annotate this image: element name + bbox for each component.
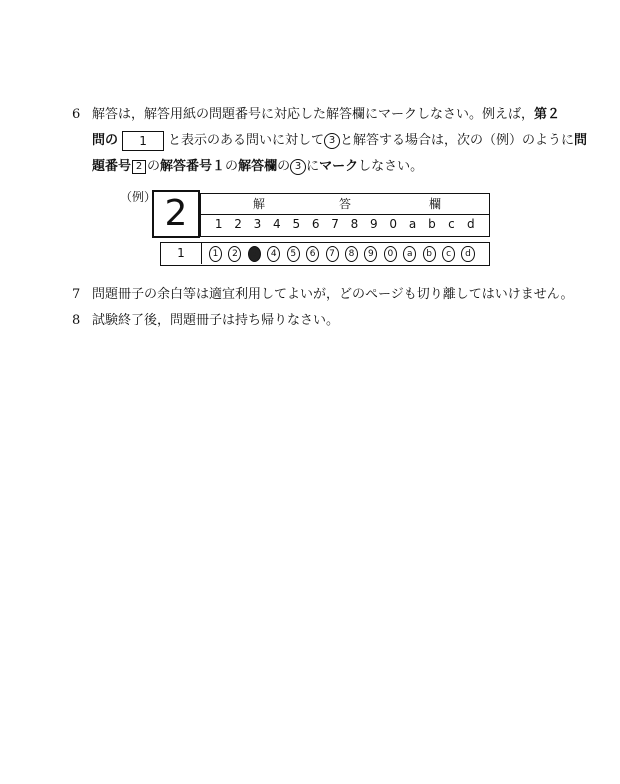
answer-row-number: 1 [161,243,202,264]
choice-label: 7 [331,217,339,231]
answer-bubble[interactable]: 5 [287,246,300,262]
item7-text: 問題冊子の余白等は適宜利用してよいが，どのページも切り離してはいけません。 [92,287,574,302]
answer-bubble[interactable]: a [403,246,416,262]
answer-bubble[interactable]: c [442,246,455,262]
item6-line2-bold: 問の [92,133,119,148]
answer-bubble[interactable]: 2 [228,246,241,262]
header-char: 解 [253,197,266,211]
answer-bubble[interactable]: 1 [209,246,222,262]
answer-bubble[interactable]: 6 [306,246,319,262]
answer-bubble[interactable]: 7 [326,246,339,262]
item-number: 7 [72,287,81,302]
choice-label: b [428,217,436,231]
choice-label: 1 [214,217,223,231]
circled-answer-mark: 3 [324,133,340,149]
item6-line3-text-a: の [147,159,161,174]
choice-label: 3 [253,217,262,231]
answer-bubble[interactable]: 0 [384,246,397,262]
item-number: 8 [72,313,81,328]
item6-line3-text-e: しなさい。 [358,159,424,174]
instruction-item-6 [72,102,588,180]
answer-bubble[interactable]: b [423,246,436,262]
item6-line3-text-c: の [277,159,291,174]
choice-label: 8 [350,217,359,231]
choice-label: 9 [370,217,378,231]
answer-bubble[interactable]: d [461,246,474,262]
answer-number-box: 1 [122,131,164,151]
item6-line3-bold-c: 解答欄 [238,159,278,174]
answer-choice-labels [209,217,481,231]
answer-column-header [200,193,490,237]
item6-line3-text-d: に [306,159,320,174]
item8-text: 試験終了後，問題冊子は持ち帰りなさい。 [92,313,340,328]
choice-label: 6 [311,217,320,231]
instruction-item-8 [72,308,339,334]
boxed-question-number: 2 [132,160,146,174]
item6-line1-text: 解答は，解答用紙の問題番号に対応した解答欄にマークしなさい。例えば， [92,107,535,122]
example-question-number: 2 [152,190,200,238]
answer-bubble[interactable]: 3 [248,246,261,262]
item6-line1-bold: 第２ [534,107,561,122]
choice-label: 2 [234,217,242,231]
answer-row [160,242,490,266]
item6-line3-bold-d: マーク [319,159,359,174]
header-char: 答 [339,197,352,211]
item6-line2-bold-end: 問 [574,133,588,148]
header-char: 欄 [429,197,442,211]
header-divider [201,214,489,215]
item6-line3-bold-b: 解答番号１ [160,159,226,174]
instruction-item-7 [72,282,574,308]
answer-bubble[interactable]: 4 [267,246,280,262]
item6-line2-text-b: と解答する場合は，次の（例）のように [340,133,575,148]
answer-bubble[interactable]: 9 [364,246,377,262]
answer-bubbles [209,246,481,262]
choice-label: c [448,217,455,231]
item-number: 6 [72,107,81,122]
choice-label: d [466,217,475,231]
circled-answer-mark: 3 [290,159,306,175]
item6-line2-text-a: と表示のある問いに対して [168,133,325,148]
choice-label: 0 [389,217,398,231]
choice-label: 4 [273,217,281,231]
item6-line3-text-b: の [225,159,239,174]
example-label: （例） [120,190,157,204]
choice-label: a [408,217,417,231]
answer-bubble[interactable]: 8 [345,246,358,262]
choice-label: 5 [292,217,301,231]
item6-line3-bold-a: 題番号 [92,159,132,174]
